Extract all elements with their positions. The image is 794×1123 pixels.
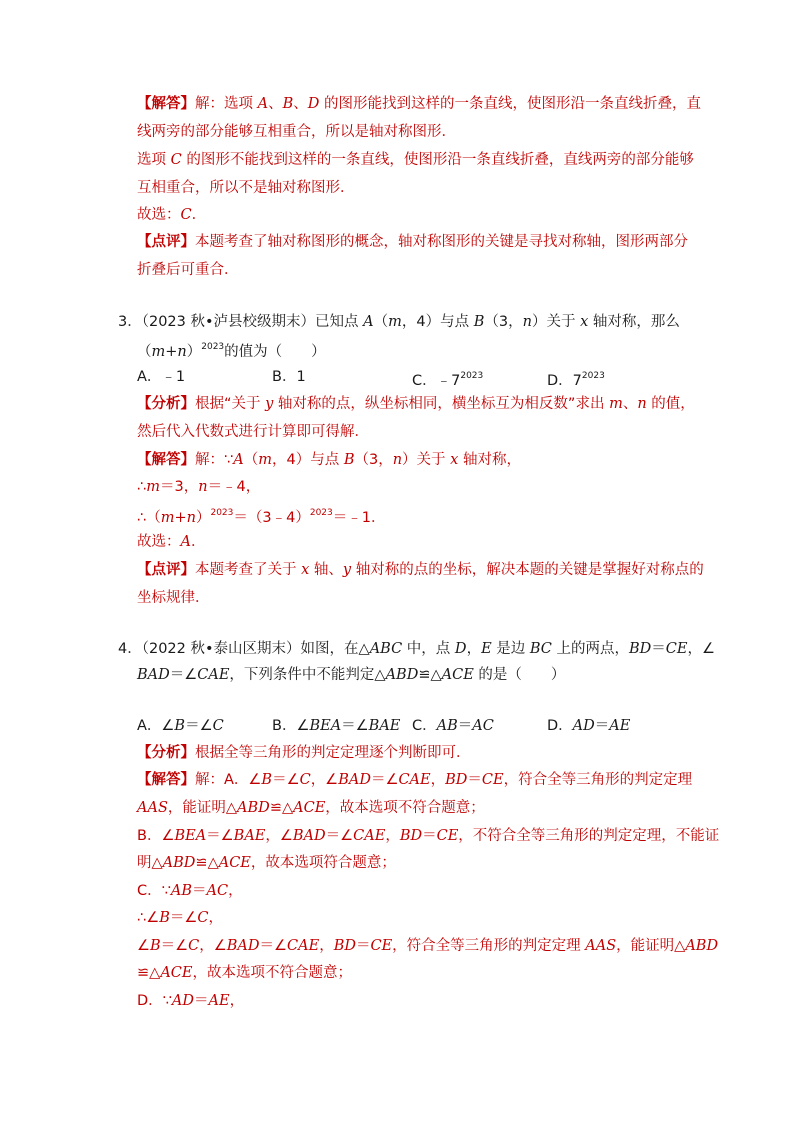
comment-tag: 【点评】 xyxy=(137,562,195,578)
comment-tag: 【点评】 xyxy=(137,234,195,250)
q4-option-d: D．AD＝AE xyxy=(547,718,631,734)
q2-choice: 故选：C． xyxy=(137,207,207,223)
q2-answer-line-2: 线两旁的部分能够互相重合，所以是轴对称图形． xyxy=(137,124,456,140)
q3-stem-line-2: $(m+n)^{2023}$的值为（ ） xyxy=(137,342,326,360)
q4-analysis: 【分析】根据全等三角形的判定定理逐个判断即可． xyxy=(137,745,471,761)
q4-answer-a-line-1: 【解答】解：A．∠B＝∠C，∠BAD＝∠CAE，BD＝CE，符合全等三角形的判定定理 xyxy=(137,772,693,788)
q4-answer-b-line-2: 明△ABD≌△ACE，故本选项符合题意； xyxy=(137,855,396,871)
q4-answer-c-line-4: ≌△ACE，故本选项不符合题意； xyxy=(137,965,352,981)
q3-comment-line-1: 【点评】本题考查了关于 x 轴、y 轴对称的点的坐标，解决本题的关键是掌握好对称点的 xyxy=(137,562,704,578)
q3-comment-line-2: 坐标规律． xyxy=(137,590,210,606)
q3-option-c: C．$﹣7^{2023}$ xyxy=(412,371,484,389)
answer-tag: 【解答】 xyxy=(137,772,195,788)
q4-option-c: C．AB＝AC xyxy=(412,718,494,734)
q3-choice: 故选：A． xyxy=(137,534,206,550)
q4-answer-b-line-1: B．∠BEA＝∠BAE，∠BAD＝∠CAE，BD＝CE，不符合全等三角形的判定定理，不能证 xyxy=(137,828,720,844)
q4-answer-d-line-1: D．∵AD＝AE， xyxy=(137,993,245,1009)
q4-answer-c-line-2: ∴∠B＝∠C， xyxy=(137,910,223,926)
q4-stem-line-1: 4．（2022 秋•泰山区期末）如图，在△ABC 中，点 D，E 是边 BC 上的两点，BD＝CE，∠ xyxy=(118,641,715,657)
q3-option-a: A．﹣1 xyxy=(137,369,186,385)
q4-option-b: B．∠BEA＝∠BAE xyxy=(272,718,401,734)
q2-answer-line-3: 选项 C 的图形不能找到这样的一条直线，使图形沿一条直线折叠，直线两旁的部分能够 xyxy=(137,152,694,168)
q3-option-b: B．1 xyxy=(272,369,306,385)
answer-tag: 【解答】 xyxy=(137,452,195,468)
analysis-tag: 【分析】 xyxy=(137,745,195,761)
q3-analysis-line-1: 【分析】根据“关于 y 轴对称的点，纵坐标相同，横坐标互为相反数”求出 m、n 的值， xyxy=(137,396,695,412)
q4-number: 4． xyxy=(118,641,142,657)
answer-tag: 【解答】 xyxy=(137,96,195,112)
q4-answer-c-line-3: ∠B＝∠C，∠BAD＝∠CAE，BD＝CE，符合全等三角形的判定定理 AAS，能证明△ABD xyxy=(137,938,719,954)
q3-answer-line-2: ∴m＝3，n＝﹣4， xyxy=(137,479,261,495)
q3-answer-line-1: 【解答】解：∵A（m，4）与点 B（3，n）关于 x 轴对称， xyxy=(137,452,521,468)
q2-answer-line-4: 互相重合，所以不是轴对称图形． xyxy=(137,180,355,196)
q3-number: 3． xyxy=(118,314,142,330)
q2-comment-line-1: 【点评】本题考查了轴对称图形的概念，轴对称图形的关键是寻找对称轴，图形两部分 xyxy=(137,234,688,250)
analysis-tag: 【分析】 xyxy=(137,396,195,412)
q4-answer-a-line-2: AAS，能证明△ABD≌△ACE，故本选项不符合题意； xyxy=(137,800,485,816)
q3-answer-line-3: $\therefore(m+n)^{2023}=(3﹣4)^{2023}=﹣1$． xyxy=(137,508,386,526)
q4-stem-line-2: BAD＝∠CAE，下列条件中不能判定△ABD≌△ACE 的是（ ） xyxy=(137,667,566,683)
q4-answer-c-line-1: C．∵AB＝AC， xyxy=(137,883,243,899)
q4-option-a: A．∠B＝∠C xyxy=(137,718,224,734)
q2-answer-line-1: 【解答】解：选项 A、B、D 的图形能找到这样的一条直线，使图形沿一条直线折叠，直 xyxy=(137,96,701,112)
q3-option-d: D．$7^{2023}$ xyxy=(547,371,605,389)
q2-comment-line-2: 折叠后可重合． xyxy=(137,262,239,278)
q3-stem-line-1: 3．（2023 秋•泸县校级期末）已知点 A（m，4）与点 B（3，n）关于 x 轴对称，那么 xyxy=(118,314,680,330)
q3-analysis-line-2: 然后代入代数式进行计算即可得解． xyxy=(137,424,369,440)
